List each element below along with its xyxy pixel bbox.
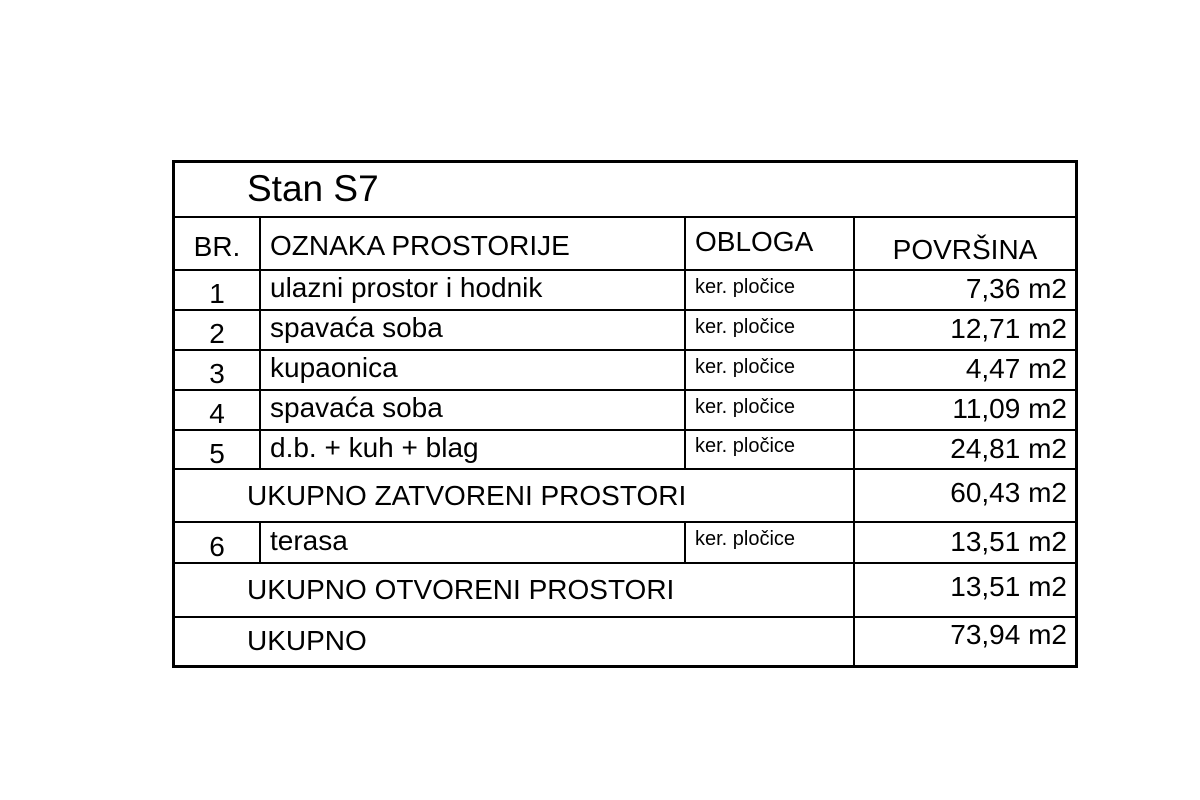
room-finish: ker. pločice: [686, 311, 855, 351]
header-br: BR.: [175, 218, 261, 271]
room-number: 6: [175, 523, 261, 564]
room-area: 4,47 m2: [855, 351, 1075, 391]
open-spaces-total-area: 13,51 m2: [855, 564, 1075, 618]
room-finish: ker. pločice: [686, 271, 855, 311]
header-oznaka-prostorije: OZNAKA PROSTORIJE: [261, 218, 686, 271]
grand-total-area: 73,94 m2: [950, 618, 1067, 650]
room-finish: ker. pločice: [686, 351, 855, 391]
header-obloga: OBLOGA: [686, 218, 855, 271]
room-number: 5: [175, 431, 261, 470]
room-finish: ker. pločice: [686, 523, 855, 564]
room-number: 1: [175, 271, 261, 311]
table-title: Stan S7: [175, 163, 1075, 218]
room-name: d.b. + kuh + blag: [261, 431, 686, 470]
grand-total-label: UKUPNO: [175, 618, 855, 665]
open-spaces-total-label: UKUPNO OTVORENI PROSTORI: [175, 564, 855, 618]
room-finish: ker. pločice: [686, 431, 855, 470]
room-name: spavaća soba: [261, 391, 686, 431]
room-area: 13,51 m2: [855, 523, 1075, 564]
room-area-table: [172, 160, 1078, 668]
room-name: terasa: [261, 523, 686, 564]
room-area: 7,36 m2: [855, 271, 1075, 311]
room-area: 12,71 m2: [855, 311, 1075, 351]
room-number: 4: [175, 391, 261, 431]
closed-spaces-total-area: 60,43 m2: [855, 470, 1075, 523]
room-number: 2: [175, 311, 261, 351]
room-name: kupaonica: [261, 351, 686, 391]
room-area: 24,81 m2: [855, 431, 1075, 470]
room-number: 3: [175, 351, 261, 391]
room-area: 11,09 m2: [855, 391, 1075, 431]
room-name: spavaća soba: [261, 311, 686, 351]
closed-spaces-total-label: UKUPNO ZATVORENI PROSTORI: [175, 470, 855, 523]
room-name: ulazni prostor i hodnik: [261, 271, 686, 311]
header-povrsina: POVRŠINA: [855, 218, 1075, 271]
room-finish: ker. pločice: [686, 391, 855, 431]
